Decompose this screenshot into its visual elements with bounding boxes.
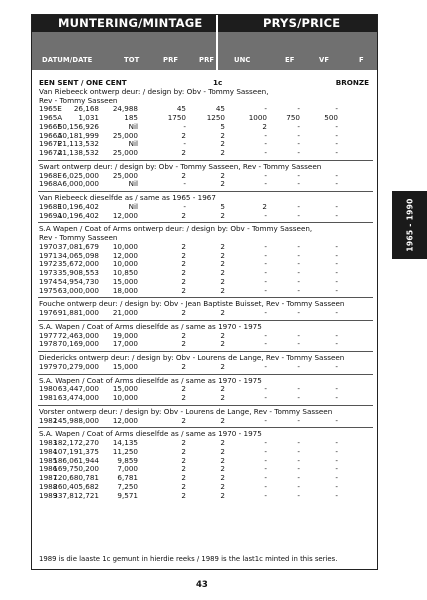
cell-price-vf: - (297, 268, 300, 277)
cell-price-unc: 2 (220, 455, 225, 465)
cell-mintage-proof: 14,135 (112, 438, 138, 447)
denomination-name: EEN SENT / ONE CENT (39, 78, 127, 87)
cell-price-f: - (335, 339, 338, 349)
cell-mintage-proof: 25,000 (112, 130, 138, 140)
cell-mintage-total: 182,172,270 (53, 438, 99, 447)
cell-price-proof: 2 (181, 210, 186, 220)
cell-mintage-total: 35,908,553 (57, 268, 99, 277)
cell-price-ef: 1000 (248, 113, 267, 122)
section-divider (38, 222, 373, 223)
cell-price-ef: - (264, 259, 267, 269)
cell-date: 1973 (39, 268, 58, 277)
cell-price-vf: - (297, 490, 300, 500)
cell-price-ef: - (264, 130, 267, 140)
cell-price-f: - (335, 250, 338, 260)
cell-price-unc: 2 (220, 446, 225, 456)
cell-price-proof: 2 (181, 393, 186, 402)
cell-price-vf: - (297, 139, 300, 149)
cell-price-ef: - (264, 473, 267, 482)
cell-price-unc: 2 (220, 464, 225, 474)
cell-price-f: - (335, 361, 338, 371)
cell-price-proof: 2 (181, 473, 186, 482)
cell-price-proof: 2 (181, 481, 186, 491)
col-ef: EF (285, 56, 295, 64)
cell-mintage-total: 169,750,200 (53, 464, 99, 474)
cell-mintage-total: 120,680,781 (53, 473, 99, 482)
cell-price-f: - (335, 464, 338, 474)
cell-mintage-proof: 7,250 (117, 481, 138, 491)
cell-mintage-proof: 25,000 (112, 148, 138, 157)
cell-price-proof: 2 (181, 490, 186, 500)
cell-mintage-proof: 10,000 (112, 393, 138, 402)
table-row (32, 287, 378, 296)
cell-mintage-total: 10,196,402 (57, 210, 99, 220)
cell-price-unc: 2 (220, 210, 225, 220)
cell-mintage-proof: 11,250 (112, 446, 138, 456)
cell-mintage-proof: 9,571 (117, 490, 138, 500)
cell-price-f: - (335, 210, 338, 220)
cell-date: 1979 (39, 361, 58, 371)
header-column-bar (32, 32, 378, 70)
cell-date: 1984 (39, 446, 58, 456)
cell-price-vf: - (297, 170, 300, 180)
cell-price-proof: - (183, 201, 186, 211)
cell-price-ef: - (264, 285, 267, 295)
header-title-bar (32, 15, 378, 32)
cell-price-vf: - (297, 455, 300, 465)
cell-mintage-proof: 12,000 (112, 415, 138, 425)
cell-date: 1966A (39, 130, 63, 140)
cell-mintage-total: 70,279,000 (57, 361, 99, 371)
price-title: PRYS/PRICE (263, 16, 341, 30)
cell-date: 1985 (39, 455, 58, 465)
col-f: F (359, 56, 364, 64)
cell-mintage-proof: 15,000 (112, 361, 138, 371)
col-proof-mintage: PRF (163, 56, 179, 64)
table-row (32, 309, 378, 318)
cell-mintage-proof: 24,988 (112, 104, 138, 114)
cell-mintage-proof: 18,000 (112, 285, 138, 295)
design-note-text: Rev - Tommy Sasseen (39, 95, 118, 105)
cell-price-vf: - (297, 446, 300, 456)
cell-price-f: - (335, 170, 338, 180)
section-divider (38, 351, 373, 352)
cell-mintage-proof: 12,000 (112, 210, 138, 220)
cell-price-vf: - (297, 473, 300, 482)
cell-price-ef: - (264, 179, 267, 189)
cell-date: 1987 (39, 473, 58, 482)
cell-date: 1977 (39, 330, 58, 340)
cell-price-vf: 750 (286, 113, 300, 122)
cell-mintage-total: 50,156,926 (57, 121, 99, 131)
year-range-tab (392, 191, 427, 259)
cell-price-unc: 2 (220, 384, 225, 394)
cell-price-ef: - (264, 339, 267, 349)
cell-price-f: - (335, 415, 338, 425)
col-unc: UNC (234, 56, 251, 64)
cell-price-f: - (335, 276, 338, 286)
cell-mintage-proof: 7,000 (117, 464, 138, 474)
cell-mintage-total: 63,447,000 (57, 384, 99, 394)
cell-date: 1967A (39, 148, 63, 157)
year-range-label: 1965 - 1990 (405, 198, 414, 252)
cell-price-ef: - (264, 268, 267, 277)
cell-mintage-proof: Nil (128, 201, 138, 211)
col-proof-price: PRF (199, 56, 215, 64)
section-divider (38, 427, 373, 428)
cell-mintage-proof: 25,000 (112, 170, 138, 180)
cell-mintage-total: 1,031 (78, 113, 99, 122)
cell-date: 1988 (39, 481, 58, 491)
cell-price-proof: 2 (181, 259, 186, 269)
cell-date: 1970 (39, 241, 58, 251)
cell-price-vf: - (297, 121, 300, 131)
cell-price-proof: 2 (181, 330, 186, 340)
cell-price-ef: - (264, 490, 267, 500)
cell-date: 1968E (39, 201, 62, 211)
cell-price-ef: - (264, 104, 267, 114)
cell-mintage-total: 63,474,000 (57, 393, 99, 402)
table-row (32, 394, 378, 403)
header-divider (216, 15, 218, 32)
cell-price-unc: 1250 (206, 113, 225, 122)
cell-price-proof: 2 (181, 170, 186, 180)
footer-note: 1989 is die laaste 1c gemunt in hierdie reeks / 1989 is the last1c minted in this series. (39, 555, 338, 563)
cell-price-unc: 2 (220, 415, 225, 425)
cell-mintage-total: 70,169,000 (57, 339, 99, 349)
table-row (32, 363, 378, 372)
cell-price-f: - (335, 481, 338, 491)
cell-price-ef: - (264, 415, 267, 425)
cell-mintage-total: 337,812,721 (53, 490, 99, 500)
cell-mintage-total: 6,000,000 (62, 179, 99, 189)
cell-price-f: - (335, 393, 338, 402)
table-row (32, 340, 378, 349)
section-divider (38, 320, 373, 321)
table-row (32, 492, 378, 501)
cell-date: 1976 (39, 308, 58, 317)
cell-price-unc: 45 (215, 104, 225, 114)
cell-mintage-proof: 10,850 (112, 268, 138, 277)
cell-price-ef: - (264, 308, 267, 317)
cell-price-unc: 2 (220, 170, 225, 180)
cell-date: 1965E (39, 104, 62, 114)
cell-mintage-total: 145,988,000 (53, 415, 99, 425)
cell-price-proof: 1750 (167, 113, 186, 122)
cell-date: 1974 (39, 276, 58, 286)
cell-price-vf: - (297, 393, 300, 402)
cell-price-ef: - (264, 250, 267, 260)
cell-mintage-proof: 185 (124, 113, 138, 122)
cell-price-f: - (335, 308, 338, 317)
cell-price-f: - (335, 473, 338, 482)
cell-price-unc: 2 (220, 361, 225, 371)
cell-mintage-total: 91,881,000 (57, 308, 99, 317)
cell-price-f: - (335, 384, 338, 394)
cell-price-ef: - (264, 241, 267, 251)
cell-price-proof: 2 (181, 464, 186, 474)
cell-price-unc: 2 (220, 339, 225, 349)
cell-price-proof: 2 (181, 241, 186, 251)
table-row (32, 212, 378, 221)
cell-price-vf: - (297, 148, 300, 157)
cell-price-f: - (335, 438, 338, 447)
cell-price-f: - (335, 179, 338, 189)
design-note-text: Vorster ontwerp deur: / design by: Obv - Lourens de Lange, Rev - Tommy Sasseen (39, 406, 333, 416)
cell-price-f: - (335, 104, 338, 114)
cell-price-ef: 2 (262, 121, 267, 131)
cell-price-vf: - (297, 481, 300, 491)
design-note-text: Van Riebeeck ontwerp deur: / design by: Obv - Tommy Sasseen, (39, 86, 269, 96)
cell-mintage-proof: 10,000 (112, 259, 138, 269)
cell-price-f: - (335, 139, 338, 149)
cell-mintage-proof: Nil (128, 121, 138, 131)
cell-price-vf: - (297, 438, 300, 447)
cell-mintage-total: 21,113,532 (57, 139, 99, 149)
cell-mintage-total: 34,065,098 (57, 250, 99, 260)
cell-price-vf: - (297, 130, 300, 140)
cell-mintage-proof: 17,000 (112, 339, 138, 349)
section-divider (38, 374, 373, 375)
cell-price-vf: - (297, 285, 300, 295)
col-date: DATUM/DATE (42, 56, 93, 64)
design-note-text: S.A. Wapen / Coat of Arms dieselfde as / same as 1970 - 1975 (39, 321, 262, 331)
cell-price-ef: - (264, 210, 267, 220)
cell-price-vf: - (297, 464, 300, 474)
cell-date: 1968A (39, 179, 63, 189)
design-note-text: S.A. Wapen / Coat of Arms dieselfde as / same as 1970 - 1975 (39, 375, 262, 385)
cell-price-vf: - (297, 415, 300, 425)
cell-price-f: - (335, 148, 338, 157)
cell-price-proof: 2 (181, 415, 186, 425)
cell-date: 1968E (39, 170, 62, 180)
cell-price-ef: - (264, 330, 267, 340)
cell-price-ef: - (264, 170, 267, 180)
cell-price-f: - (335, 241, 338, 251)
cell-price-unc: 2 (220, 438, 225, 447)
cell-price-ef: - (264, 139, 267, 149)
section-divider (38, 191, 373, 192)
cell-mintage-proof: 12,000 (112, 250, 138, 260)
cell-price-proof: 2 (181, 308, 186, 317)
cell-price-f: - (335, 130, 338, 140)
cell-price-proof: 2 (181, 446, 186, 456)
cell-price-unc: 2 (220, 393, 225, 402)
design-note-text: S.A Wapen / Coat of Arms ontwerp deur: / design by: Obv - Tommy Sasseen, (39, 224, 313, 234)
cell-price-proof: 2 (181, 148, 186, 157)
cell-price-vf: - (297, 210, 300, 220)
mintage-title: MUNTERING/MINTAGE (58, 16, 203, 30)
design-note-text: Van Riebeeck dieselfde as / same as 1965 - 1967 (39, 193, 216, 202)
cell-price-proof: 2 (181, 250, 186, 260)
design-note-text: Fouche ontwerp deur: / design by: Obv - Jean Baptiste Buisset, Rev - Tommy Sasseen (39, 299, 345, 309)
cell-mintage-total: 26,168 (73, 104, 99, 114)
cell-price-proof: 2 (181, 339, 186, 349)
cell-price-ef: - (264, 393, 267, 402)
cell-mintage-total: 186,061,944 (53, 455, 99, 465)
cell-price-unc: 2 (220, 285, 225, 295)
cell-mintage-proof: Nil (128, 179, 138, 189)
cell-price-proof: 2 (181, 276, 186, 286)
design-note-text: Diedericks ontwerp deur: / design by: Obv - Lourens de Lange, Rev - Tommy Sasseen (39, 353, 345, 362)
cell-price-unc: 2 (220, 308, 225, 317)
cell-price-vf: - (297, 330, 300, 340)
cell-price-f: - (335, 121, 338, 131)
cell-price-vf: - (297, 201, 300, 211)
cell-price-f: - (335, 455, 338, 465)
metal-label: BRONZE (335, 78, 369, 87)
header-divider (216, 32, 218, 70)
cell-price-ef: - (264, 276, 267, 286)
cell-price-unc: 5 (220, 201, 225, 211)
cell-price-unc: 2 (220, 241, 225, 251)
cell-mintage-proof: 10,000 (112, 241, 138, 251)
cell-date: 1966E (39, 121, 62, 131)
cell-price-ef: - (264, 438, 267, 447)
cell-mintage-proof: Nil (128, 139, 138, 149)
cell-price-unc: 5 (220, 121, 225, 131)
cell-price-ef: 2 (262, 201, 267, 211)
cell-price-proof: 2 (181, 361, 186, 371)
cell-price-unc: 2 (220, 490, 225, 500)
section-divider (38, 405, 373, 406)
cell-mintage-proof: 9,859 (117, 455, 138, 465)
cell-date: 1980 (39, 384, 58, 394)
cell-price-unc: 2 (220, 276, 225, 286)
cell-price-vf: - (297, 361, 300, 371)
design-note-text: Rev - Tommy Sasseen (39, 233, 118, 242)
cell-price-f: - (335, 259, 338, 269)
cell-mintage-proof: 15,000 (112, 384, 138, 394)
cell-mintage-total: 107,191,375 (53, 446, 99, 456)
cell-price-vf: - (297, 250, 300, 260)
cell-date: 1972 (39, 259, 58, 269)
cell-price-unc: 2 (220, 481, 225, 491)
cell-price-vf: - (297, 179, 300, 189)
cell-mintage-total: 54,954,730 (57, 276, 99, 286)
cell-price-proof: 2 (181, 384, 186, 394)
cell-date: 1978 (39, 339, 58, 349)
cell-price-unc: 2 (220, 139, 225, 149)
section-divider (38, 160, 373, 161)
cell-price-vf: - (297, 104, 300, 114)
cell-date: 1969A (39, 210, 63, 220)
cell-price-proof: - (183, 179, 186, 189)
cell-price-f: - (335, 490, 338, 500)
cell-mintage-total: 21,138,532 (57, 148, 99, 157)
cell-date: 1965A (39, 113, 63, 122)
denomination-value: 1c (213, 78, 223, 87)
cell-price-vf: - (297, 308, 300, 317)
cell-date: 1975 (39, 285, 58, 295)
cell-price-vf: - (297, 384, 300, 394)
cell-mintage-proof: 21,000 (112, 308, 138, 317)
cell-price-ef: - (264, 148, 267, 157)
cell-price-proof: 2 (181, 455, 186, 465)
cell-date: 1971 (39, 250, 58, 260)
cell-price-proof: 2 (181, 130, 186, 140)
cell-date: 1967E (39, 139, 62, 149)
cell-price-unc: 2 (220, 148, 225, 157)
cell-mintage-proof: 15,000 (112, 276, 138, 286)
cell-date: 1986 (39, 464, 58, 474)
cell-date: 1983 (39, 438, 58, 447)
cell-mintage-total: 50,181,999 (57, 130, 99, 140)
cell-price-unc: 2 (220, 259, 225, 269)
section-divider (38, 297, 373, 298)
cell-price-proof: 2 (181, 268, 186, 277)
col-total: TOT (124, 56, 140, 64)
cell-price-ef: - (264, 361, 267, 371)
cell-mintage-total: 72,463,000 (57, 330, 99, 340)
cell-mintage-proof: 19,000 (112, 330, 138, 340)
cell-price-ef: - (264, 464, 267, 474)
table-row (32, 417, 378, 426)
cell-price-ef: - (264, 455, 267, 465)
cell-price-f: - (335, 446, 338, 456)
cell-price-vf: - (297, 339, 300, 349)
cell-price-f: - (335, 268, 338, 277)
cell-date: 1981 (39, 393, 58, 402)
cell-price-unc: 2 (220, 179, 225, 189)
cell-price-unc: 2 (220, 130, 225, 140)
cell-mintage-proof: 6,781 (117, 473, 138, 482)
cell-price-vf: - (297, 241, 300, 251)
cell-price-proof: - (183, 139, 186, 149)
design-note-text: S.A. Wapen / Coat of Arms dieselfde as / same as 1970 - 1975 (39, 429, 262, 439)
cell-price-f: - (335, 285, 338, 295)
cell-price-proof: 2 (181, 438, 186, 447)
cell-mintage-total: 10,196,402 (57, 201, 99, 211)
cell-mintage-total: 63,000,000 (57, 285, 99, 295)
cell-mintage-total: 6,025,000 (62, 170, 99, 180)
cell-price-f: - (335, 330, 338, 340)
cell-mintage-total: 37,081,679 (57, 241, 99, 251)
cell-price-proof: 2 (181, 285, 186, 295)
cell-date: 1989 (39, 490, 58, 500)
cell-price-f: - (335, 201, 338, 211)
table-row (32, 149, 378, 158)
catalog-page (31, 14, 378, 570)
cell-price-ef: - (264, 384, 267, 394)
cell-mintage-total: 260,405,682 (53, 481, 99, 491)
cell-price-unc: 2 (220, 268, 225, 277)
cell-price-unc: 2 (220, 330, 225, 340)
mintage-table (32, 79, 378, 500)
cell-price-f: 500 (324, 113, 338, 122)
table-row (32, 180, 378, 189)
cell-price-unc: 2 (220, 473, 225, 482)
cell-price-vf: - (297, 276, 300, 286)
cell-price-ef: - (264, 446, 267, 456)
cell-price-proof: - (183, 121, 186, 131)
cell-price-ef: - (264, 481, 267, 491)
col-vf: VF (319, 56, 330, 64)
cell-price-proof: 45 (176, 104, 186, 114)
page-number: 43 (196, 580, 208, 590)
cell-price-unc: 2 (220, 250, 225, 260)
design-note-text: Swart ontwerp deur: / design by: Obv - Tommy Sasseen, Rev - Tommy Sasseen (39, 161, 322, 171)
cell-date: 1982 (39, 415, 58, 425)
cell-mintage-total: 35,672,000 (57, 259, 99, 269)
cell-price-vf: - (297, 259, 300, 269)
